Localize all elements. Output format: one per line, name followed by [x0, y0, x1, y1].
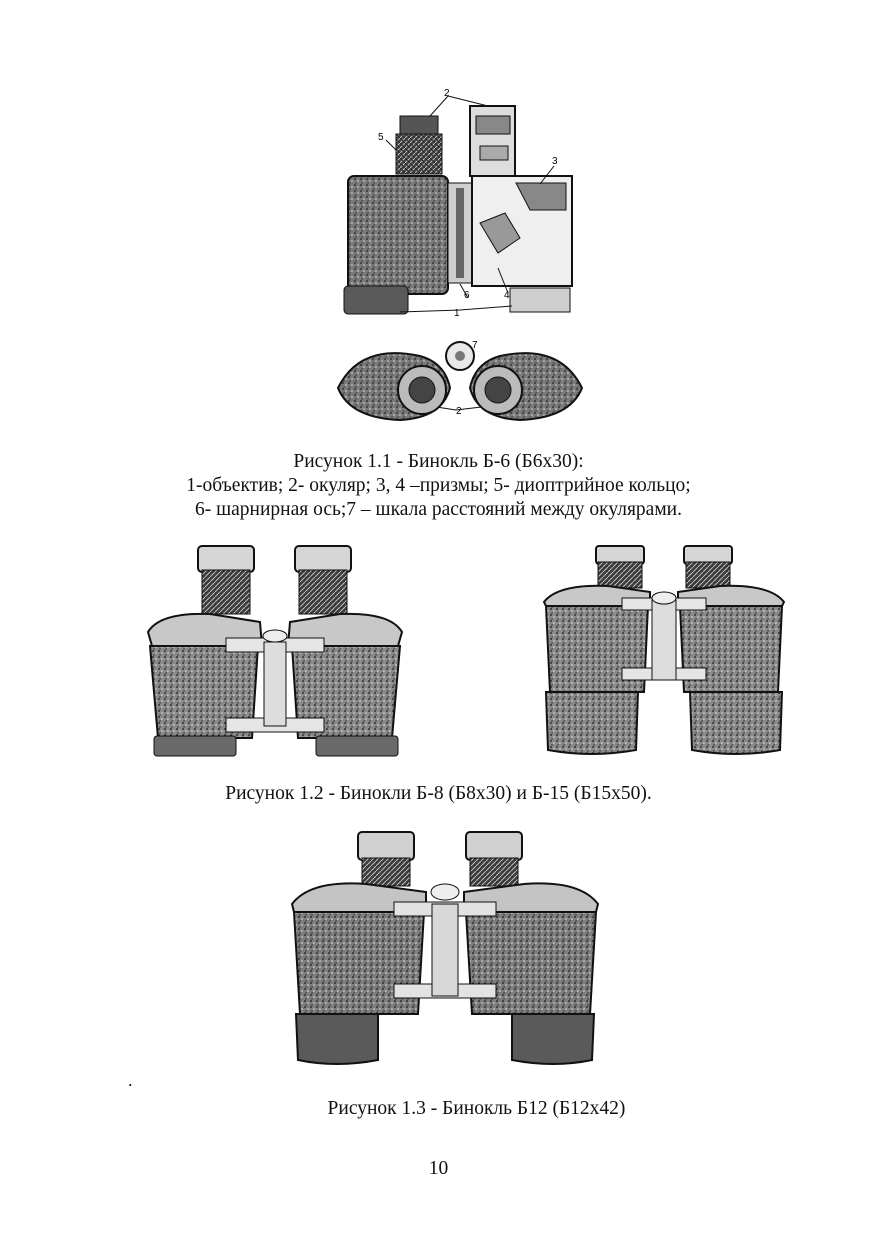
figure-1-1-caption-legend-line2: 6- шарнирная ось;7 – шкала расстояний между окулярами. — [195, 499, 682, 520]
part-number-1: 1 — [454, 308, 460, 319]
part-number-2-bottom: 2 — [456, 406, 462, 417]
figure-1-2-binocular-b15 — [538, 542, 790, 756]
page-number: 10 — [428, 1158, 449, 1179]
figure-1-3-binocular-b12 — [286, 826, 604, 1072]
stray-mark: . — [128, 1070, 133, 1090]
figure-1-2-binocular-b8 — [140, 542, 410, 764]
part-number-3: 3 — [552, 156, 558, 167]
part-number-6: 6 — [464, 290, 470, 301]
part-number-4: 4 — [504, 290, 510, 301]
figure-1-1-illustration — [330, 88, 590, 433]
figure-1-2-caption: Рисунок 1.2 - Бинокли Б-8 (Б8х30) и Б-15 (Б15х50). — [225, 783, 652, 804]
figure-1-1-caption-legend-line1: 1-объектив; 2- окуляр; 3, 4 –призмы; 5- диоптрийное кольцо; — [186, 475, 691, 496]
part-number-2-top: 2 — [444, 88, 450, 99]
part-number-5: 5 — [378, 132, 384, 143]
figure-1-3-caption: Рисунок 1.3 - Бинокль Б12 (Б12х42) — [327, 1098, 626, 1119]
part-number-7: 7 — [472, 340, 478, 351]
figure-1-1-caption-title: Рисунок 1.1 - Бинокль Б-6 (Б6х30): — [293, 451, 584, 472]
